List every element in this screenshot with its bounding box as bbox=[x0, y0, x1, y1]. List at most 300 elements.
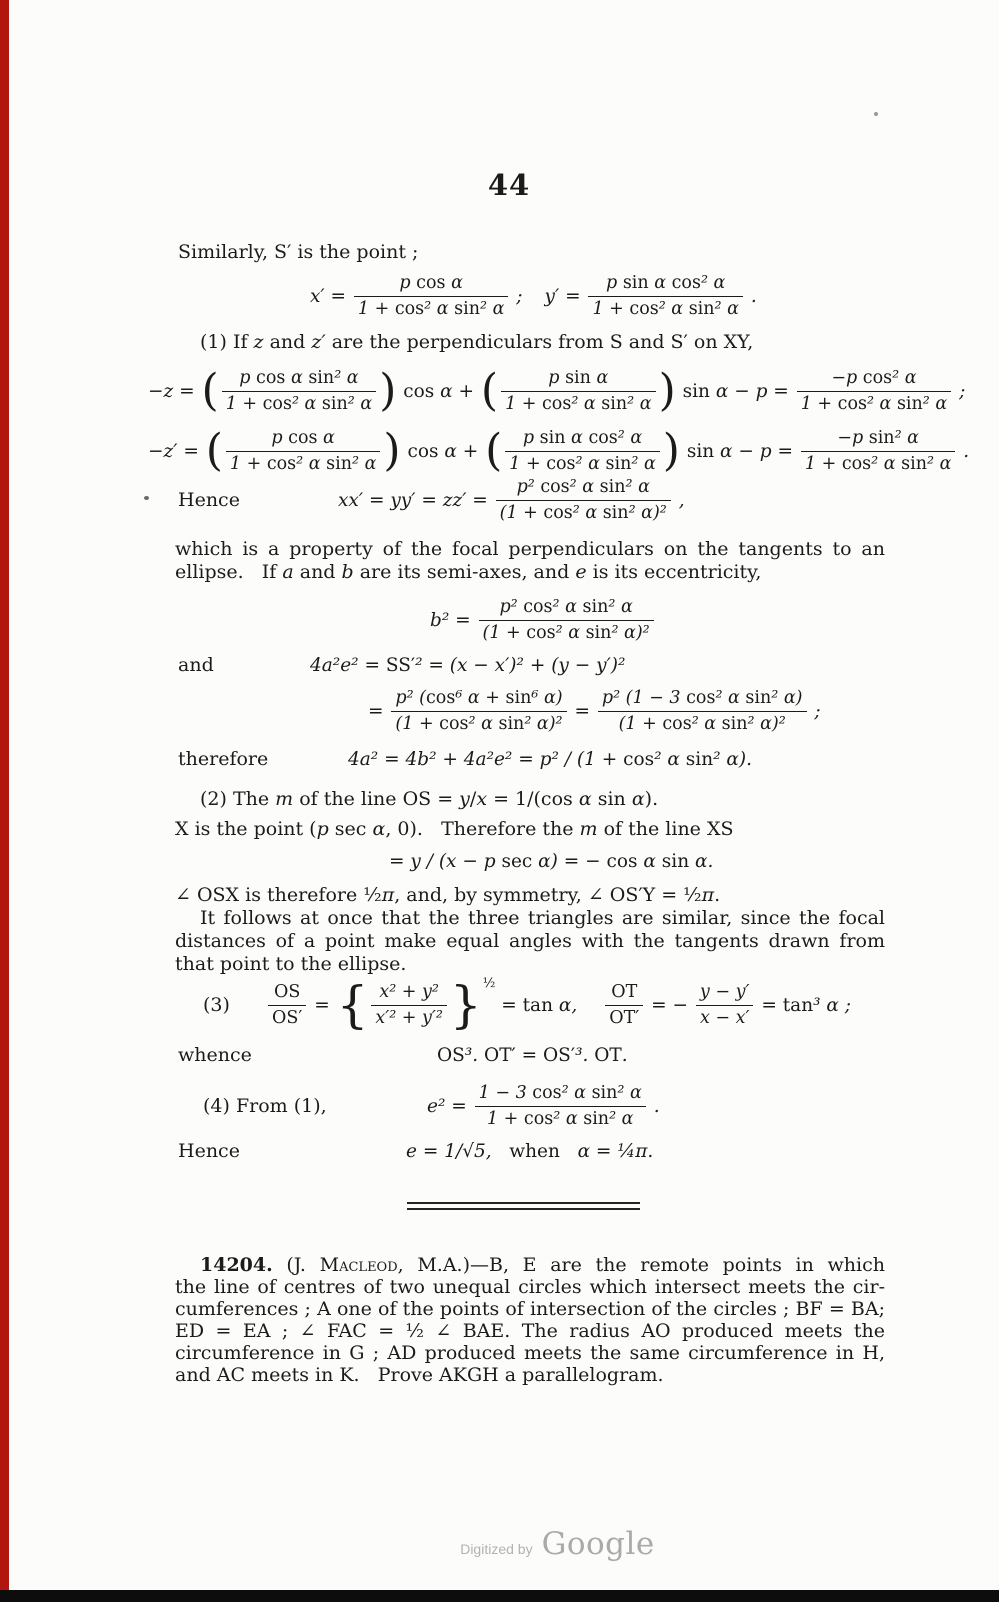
function-name: cos bbox=[526, 622, 556, 643]
function-name: cos bbox=[606, 850, 638, 872]
function-name: cos bbox=[407, 440, 439, 462]
math-run: b² = bbox=[430, 609, 477, 631]
equation-label: Hence bbox=[178, 1140, 240, 1162]
formula bbox=[348, 746, 752, 772]
function-name: cos bbox=[426, 687, 456, 708]
text-line bbox=[175, 538, 885, 561]
text-run: It follows at once that the three triangles are similar, since the focal bbox=[200, 907, 885, 929]
text-line bbox=[175, 1276, 885, 1299]
math-run: p bbox=[548, 367, 566, 388]
math-run: = bbox=[495, 994, 523, 1016]
formula bbox=[338, 470, 685, 530]
google-logo-text: Google bbox=[541, 1526, 655, 1562]
math-run: ² α bbox=[700, 272, 726, 293]
math-run: α − p = bbox=[709, 380, 795, 402]
math-run: ² α bbox=[468, 713, 499, 734]
equation-row bbox=[0, 848, 999, 874]
math-text bbox=[308, 995, 335, 1016]
text-line bbox=[200, 331, 753, 354]
text-run: / bbox=[469, 788, 477, 810]
text-run: ED = EA ; ∠ FAC = ½ ∠ BAE. The radius AO produced meets the bbox=[175, 1320, 885, 1342]
fraction-numerator bbox=[479, 597, 654, 620]
math-run: xx′ = yy′ = zz′ = bbox=[338, 489, 494, 511]
math-run: p bbox=[399, 272, 417, 293]
fraction-denominator bbox=[222, 391, 377, 415]
formula bbox=[430, 590, 656, 650]
math-text bbox=[310, 286, 352, 307]
function-name: cos bbox=[416, 272, 446, 293]
fraction bbox=[371, 982, 447, 1029]
function-name: sin bbox=[585, 622, 612, 643]
text-run: x bbox=[476, 788, 488, 810]
math-run: ² α bbox=[866, 393, 897, 414]
math-run: ² α) bbox=[771, 687, 803, 708]
watermark bbox=[58, 1526, 999, 1562]
fraction-denominator bbox=[475, 1106, 646, 1130]
math-run: ² α bbox=[552, 596, 583, 617]
fraction bbox=[475, 1083, 646, 1130]
text-run: ellipse. If bbox=[175, 561, 283, 583]
scan-left-strip bbox=[0, 0, 9, 1602]
math-text bbox=[402, 441, 485, 462]
text-run: are the perpendiculars from S and S′ on XY, bbox=[325, 331, 754, 353]
math-run: (1 + bbox=[482, 622, 527, 643]
math-run: ² α bbox=[654, 748, 686, 770]
function-name: when bbox=[509, 1140, 560, 1162]
fraction-numerator bbox=[505, 428, 660, 451]
fraction-denominator bbox=[354, 296, 509, 320]
math-run: ² α bbox=[555, 622, 586, 643]
fraction-numerator bbox=[501, 368, 656, 391]
function-name: sin bbox=[326, 453, 352, 474]
math-run: ² α bbox=[291, 393, 322, 414]
function-name: cos bbox=[862, 367, 893, 388]
math-run: ² α bbox=[575, 453, 606, 474]
fraction-denominator bbox=[696, 1005, 754, 1029]
fraction bbox=[598, 688, 807, 735]
function-name: sin bbox=[454, 298, 480, 319]
text-line bbox=[175, 818, 734, 841]
ink-speck bbox=[144, 496, 149, 500]
text-run: p bbox=[316, 818, 329, 840]
fraction bbox=[588, 273, 743, 320]
text-run: e bbox=[575, 561, 587, 583]
formula bbox=[310, 266, 757, 326]
fraction-numerator bbox=[797, 368, 952, 391]
scan-bottom-bar bbox=[0, 1590, 999, 1602]
function-name: sin bbox=[721, 713, 748, 734]
fraction-numerator bbox=[696, 982, 754, 1005]
math-run: ² α)² bbox=[611, 622, 650, 643]
math-run: ² = (x − x′)² + (y − y′)² bbox=[415, 654, 626, 676]
function-name: sin bbox=[591, 1082, 618, 1103]
function-name: cos bbox=[686, 687, 716, 708]
fraction bbox=[505, 428, 660, 475]
function-name: OS bbox=[273, 981, 301, 1002]
text-run: are its semi-axes, and bbox=[353, 561, 576, 583]
big-paren: ) bbox=[383, 425, 401, 476]
math-run: ² α bbox=[894, 427, 919, 448]
math-run: ² α bbox=[569, 476, 600, 497]
text-line bbox=[175, 930, 885, 953]
double-rule bbox=[407, 1202, 640, 1210]
math-run: ² α bbox=[617, 427, 643, 448]
math-run: 1 + bbox=[225, 393, 263, 414]
big-paren: ) bbox=[658, 365, 676, 416]
text-run: y bbox=[459, 788, 470, 810]
text-run: which is a property of the focal perpendiculars on the tangents to an bbox=[175, 538, 885, 560]
math-run: −p bbox=[831, 367, 863, 388]
fraction bbox=[268, 982, 306, 1029]
equation-row bbox=[0, 680, 999, 742]
math-run: −z = bbox=[148, 380, 201, 402]
math-run: ² α bbox=[334, 367, 359, 388]
equation-row bbox=[0, 972, 999, 1038]
formula bbox=[389, 848, 713, 874]
fraction bbox=[696, 982, 754, 1029]
math-text bbox=[648, 1096, 660, 1117]
math-run: 4a²e² = bbox=[310, 654, 386, 676]
fraction-denominator bbox=[605, 1005, 643, 1029]
math-run: e = 1/√5, bbox=[406, 1140, 510, 1162]
function-name: sin bbox=[605, 453, 632, 474]
text-run: cumferences ; A one of the points of intersection of the circles ; BF = BA; bbox=[175, 1298, 885, 1320]
fraction bbox=[391, 688, 566, 735]
fraction-numerator bbox=[226, 428, 381, 451]
function-name: sin bbox=[583, 1108, 610, 1129]
math-run: . bbox=[957, 440, 970, 462]
function-name: OS′ bbox=[543, 1044, 576, 1066]
text-run: and bbox=[263, 331, 312, 353]
math-text bbox=[957, 441, 969, 462]
function-name: cos bbox=[837, 393, 867, 414]
equation-row bbox=[0, 590, 999, 650]
math-run: ² α bbox=[715, 687, 746, 708]
function-name: cos bbox=[671, 272, 701, 293]
fraction-denominator bbox=[598, 711, 807, 735]
function-name: OT′ bbox=[484, 1044, 516, 1066]
math-run: ² α bbox=[608, 596, 633, 617]
function-name: cos bbox=[288, 427, 318, 448]
math-run: ³. bbox=[464, 1044, 485, 1066]
equation-label: (3) bbox=[203, 994, 230, 1016]
math-run: 1 + bbox=[229, 453, 267, 474]
text-run: of the line OS = bbox=[293, 788, 460, 810]
equation-label: and bbox=[178, 654, 214, 676]
text-line bbox=[178, 241, 418, 264]
math-run: ² α bbox=[871, 453, 902, 474]
function-name: sec bbox=[501, 850, 533, 872]
function-name: sin bbox=[565, 367, 591, 388]
text-run: is its eccentricity, bbox=[586, 561, 762, 583]
math-run: = y / (x − p bbox=[389, 850, 502, 872]
function-name: cos bbox=[439, 713, 469, 734]
text-line bbox=[200, 907, 885, 930]
math-run: 1 + bbox=[804, 453, 842, 474]
text-run: b bbox=[341, 561, 354, 583]
text-run: (J. bbox=[272, 1254, 320, 1276]
text-run: and bbox=[293, 561, 342, 583]
text-run: and AC meets in K. Prove AKGH a parallelogram. bbox=[175, 1364, 664, 1386]
math-run: ² α bbox=[627, 393, 652, 414]
big-paren: ( bbox=[201, 365, 219, 416]
equation-label: (4) From (1), bbox=[203, 1095, 327, 1117]
math-text bbox=[148, 381, 201, 402]
math-run: α. bbox=[689, 850, 714, 872]
function-name: cos bbox=[662, 713, 692, 734]
math-run: = bbox=[308, 994, 336, 1016]
math-run: ² α bbox=[351, 453, 377, 474]
formula bbox=[437, 1042, 628, 1068]
math-run: ² α bbox=[922, 393, 948, 414]
function-name: cos bbox=[523, 1108, 554, 1129]
text-run: the line of centres of two unequal circles which intersect meets the cir- bbox=[175, 1276, 885, 1298]
math-run: ² α bbox=[561, 1082, 592, 1103]
big-brace: { bbox=[336, 976, 369, 1034]
function-name: cos bbox=[623, 748, 655, 770]
text-run: π bbox=[381, 884, 395, 906]
text-line bbox=[200, 788, 658, 811]
math-run: ² α bbox=[480, 298, 505, 319]
function-name: SS′ bbox=[385, 654, 416, 676]
math-run: α bbox=[590, 367, 609, 388]
function-name: cos bbox=[546, 453, 576, 474]
function-name: cos bbox=[588, 427, 618, 448]
fraction-numerator bbox=[605, 982, 643, 1005]
math-run: = − bbox=[645, 994, 694, 1016]
math-run: ² α bbox=[347, 393, 373, 414]
fraction-denominator bbox=[797, 391, 952, 415]
superscript-half: ½ bbox=[482, 976, 496, 991]
big-paren: ( bbox=[485, 425, 503, 476]
function-name: sin bbox=[622, 272, 649, 293]
math-run: ; bbox=[510, 285, 523, 307]
text-run: ∠ OSX is therefore ½ bbox=[175, 884, 382, 906]
fraction bbox=[479, 597, 654, 644]
math-run: ² α)² bbox=[524, 713, 563, 734]
math-run: −z′ = bbox=[148, 440, 205, 462]
fraction-denominator bbox=[496, 500, 671, 524]
text-line bbox=[175, 1342, 885, 1365]
math-text bbox=[368, 701, 389, 722]
math-run: ³ α ; bbox=[813, 994, 852, 1016]
function-name: sin bbox=[498, 713, 525, 734]
equation-row bbox=[0, 266, 999, 326]
function-name: sin bbox=[901, 453, 927, 474]
fraction-numerator bbox=[588, 273, 743, 296]
math-run: ⁶ α) bbox=[531, 687, 563, 708]
math-run: 1 + bbox=[357, 298, 395, 319]
fraction bbox=[605, 982, 643, 1029]
fraction-denominator bbox=[371, 1005, 447, 1029]
math-run: p² bbox=[516, 476, 541, 497]
math-run: p bbox=[606, 272, 623, 293]
text-run: . bbox=[714, 884, 721, 906]
math-run: p bbox=[271, 427, 289, 448]
fraction-numerator bbox=[496, 477, 671, 500]
math-run: p² ( bbox=[395, 687, 426, 708]
text-run: , M.A.)—B, E are the remote points in which bbox=[397, 1254, 885, 1276]
math-run: ² α bbox=[892, 367, 917, 388]
text-run: z bbox=[253, 331, 264, 353]
function-name: cos bbox=[629, 298, 659, 319]
function-name: sin bbox=[601, 393, 628, 414]
fraction-numerator bbox=[222, 368, 377, 391]
fraction-numerator bbox=[801, 428, 956, 451]
text-run: α bbox=[631, 788, 645, 810]
fraction bbox=[222, 368, 377, 415]
math-run: ² α)² bbox=[628, 502, 667, 523]
text-run: α bbox=[372, 818, 386, 840]
math-text bbox=[495, 995, 577, 1016]
math-run: , bbox=[672, 489, 685, 511]
text-run: that point to the ellipse. bbox=[175, 953, 407, 975]
function-name: cos bbox=[841, 453, 872, 474]
fraction bbox=[226, 428, 381, 475]
fraction bbox=[501, 368, 656, 415]
big-paren: ) bbox=[662, 425, 680, 476]
function-name: cos bbox=[523, 596, 553, 617]
math-run: −p bbox=[837, 427, 869, 448]
math-run: ² α bbox=[296, 453, 327, 474]
text-run: (2) The bbox=[200, 788, 276, 810]
text-run: (1) If bbox=[200, 331, 254, 353]
text-line bbox=[175, 884, 720, 907]
function-name: OT bbox=[611, 981, 638, 1002]
math-text bbox=[510, 286, 522, 307]
fraction-denominator bbox=[479, 620, 654, 644]
math-text bbox=[397, 381, 480, 402]
big-paren: ( bbox=[205, 425, 223, 476]
function-name: cos bbox=[262, 393, 292, 414]
math-text bbox=[427, 1096, 473, 1117]
math-run: α) = − bbox=[532, 850, 607, 872]
text-run: π bbox=[701, 884, 715, 906]
formula bbox=[368, 680, 821, 742]
function-name: cos bbox=[532, 1082, 562, 1103]
math-run: α + bbox=[438, 440, 485, 462]
math-run: ⁶ α + bbox=[455, 687, 506, 708]
math-run: ; bbox=[808, 700, 821, 722]
math-run: ² α bbox=[572, 502, 603, 523]
math-run: ² α bbox=[631, 453, 656, 474]
math-run: α bbox=[317, 427, 335, 448]
math-run: x² + y² bbox=[379, 981, 439, 1002]
fraction-numerator bbox=[268, 982, 306, 1005]
formula bbox=[406, 1138, 653, 1164]
math-run: ² α bbox=[714, 298, 739, 319]
fraction-denominator bbox=[391, 711, 566, 735]
function-name: cos bbox=[266, 453, 297, 474]
text-run: sin bbox=[591, 788, 632, 810]
math-text bbox=[953, 381, 965, 402]
function-name: cos bbox=[394, 298, 425, 319]
math-run: = bbox=[368, 700, 390, 722]
text-run: α bbox=[578, 788, 592, 810]
math-run: ² α bbox=[553, 1108, 584, 1129]
function-name: sin bbox=[505, 687, 532, 708]
math-run: e² = bbox=[427, 1095, 473, 1117]
text-run: Macleod bbox=[319, 1254, 398, 1276]
math-run: p² (1 − 3 bbox=[601, 687, 687, 708]
fraction bbox=[496, 477, 671, 524]
equation-row bbox=[0, 1042, 999, 1068]
math-run: α bbox=[648, 272, 672, 293]
equation-label: Hence bbox=[178, 489, 240, 511]
function-name: cos bbox=[543, 502, 573, 523]
fraction-denominator bbox=[588, 296, 743, 320]
ink-speck bbox=[874, 112, 878, 116]
function-name: OS′ bbox=[272, 1007, 303, 1028]
math-run: α bbox=[285, 367, 309, 388]
math-text bbox=[437, 1045, 628, 1066]
math-run: x′ = bbox=[310, 285, 352, 307]
page-number: 44 bbox=[487, 168, 531, 202]
math-run: 1 + bbox=[800, 393, 838, 414]
formula bbox=[148, 360, 965, 422]
function-name: sin bbox=[896, 393, 923, 414]
text-run: = 1/(cos bbox=[487, 788, 579, 810]
math-text bbox=[645, 995, 694, 1016]
function-name: sin bbox=[682, 380, 710, 402]
text-run: distances of a point make equal angles with the tangents drawn from bbox=[175, 930, 885, 952]
function-name: sin bbox=[745, 687, 772, 708]
fraction-numerator bbox=[475, 1083, 646, 1106]
function-name: sin bbox=[539, 427, 566, 448]
text-line bbox=[200, 1254, 885, 1277]
fraction bbox=[801, 428, 956, 475]
equation-row bbox=[0, 652, 999, 678]
big-brace: } bbox=[449, 976, 482, 1034]
text-run: m bbox=[579, 818, 598, 840]
function-name: sin bbox=[602, 502, 629, 523]
fraction-numerator bbox=[354, 273, 509, 296]
function-name: sin bbox=[688, 298, 715, 319]
math-text bbox=[348, 749, 752, 770]
text-line bbox=[175, 561, 761, 584]
function-name: cos bbox=[542, 393, 572, 414]
math-run: α bbox=[445, 272, 463, 293]
math-text bbox=[755, 995, 851, 1016]
math-run: ² α bbox=[691, 713, 722, 734]
math-text bbox=[406, 1141, 653, 1162]
formula bbox=[266, 972, 851, 1038]
math-run: ; bbox=[953, 380, 966, 402]
function-name: sin bbox=[685, 748, 714, 770]
function-name: OT bbox=[594, 1044, 622, 1066]
math-run: 1 + bbox=[509, 453, 547, 474]
equation-row bbox=[0, 360, 999, 422]
fraction-numerator bbox=[598, 688, 807, 711]
text-line bbox=[175, 1364, 664, 1387]
text-line bbox=[175, 1320, 885, 1343]
math-text bbox=[389, 851, 713, 872]
equation-row bbox=[0, 1138, 999, 1164]
math-run: ² α bbox=[625, 476, 650, 497]
math-text bbox=[545, 286, 587, 307]
math-run: 4a² = 4b² + 4a²e² = p² / (1 + bbox=[348, 748, 624, 770]
function-name: sin bbox=[686, 440, 715, 462]
math-text bbox=[338, 490, 494, 511]
math-run: ² α bbox=[927, 453, 952, 474]
math-text bbox=[809, 701, 821, 722]
math-run: ² α bbox=[617, 1082, 642, 1103]
function-name: cos bbox=[256, 367, 286, 388]
digitized-by-text: Digitized by bbox=[460, 1541, 533, 1557]
math-text bbox=[677, 381, 795, 402]
math-run: p bbox=[522, 427, 540, 448]
math-run: ² α bbox=[424, 298, 455, 319]
